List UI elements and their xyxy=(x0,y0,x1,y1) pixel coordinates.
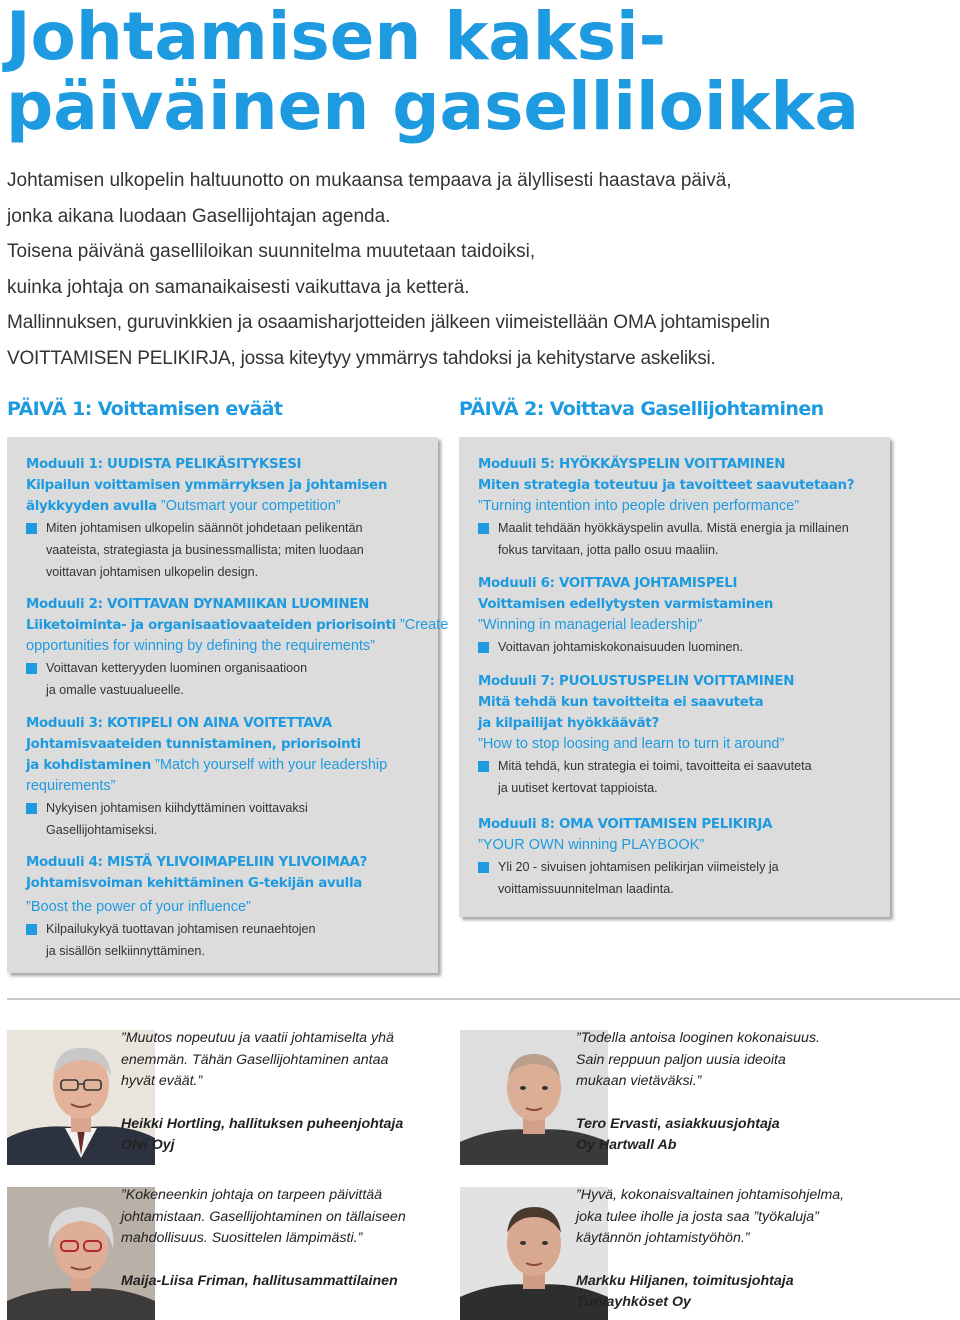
testimonial-quote-line: johtamistaan. Gasellijohtaminen on tällaiseen xyxy=(121,1208,406,1225)
testimonial-quote-line: mahdollisuus. Suosittelen lämpimästi.” xyxy=(121,1230,363,1246)
bullet-line: Kilpailukykyä tuottavan johtamisen reunaehtojen xyxy=(46,922,316,936)
day-1-panel xyxy=(7,437,449,973)
module-heading: Kilpailun voittamisen ymmärryksen ja johtamisen xyxy=(26,478,388,493)
bullet-line: Gasellijohtamiseksi. xyxy=(46,823,158,837)
module-1 xyxy=(26,454,436,583)
module-quote: ”Outsmart your competition” xyxy=(156,498,341,514)
module-heading: Voittamisen edellytysten varmistaminen xyxy=(478,597,774,612)
testimonial-3 xyxy=(121,1185,451,1292)
bullet-line: voittavan johtamisen ulkopelin design. xyxy=(46,565,259,579)
bullet-line: Maalit tehdään hyökkäyspelin avulla. Mistä energia ja millainen xyxy=(498,521,849,535)
module-heading: Moduuli 6: VOITTAVA JOHTAMISPELI xyxy=(478,576,738,591)
testimonial-quote-line: ”Muutos nopeutuu ja vaatii johtamiselta yhä xyxy=(121,1030,394,1046)
bullet-line: Yli 20 - sivuisen johtamisen pelikirjan viimeistely ja xyxy=(498,860,779,874)
module-heading: Moduuli 2: VOITTAVAN DYNAMIIKAN LUOMINEN xyxy=(26,597,370,612)
module-heading: Moduuli 4: MISTÄ YLIVOIMAPELIIN YLIVOIMAA? xyxy=(26,855,368,870)
testimonial-quote-line: käytännön johtamistyöhön.” xyxy=(576,1230,750,1246)
intro-line: Toisena päivänä gaselliloikan suunnitelma muutetaan taidoiksi, xyxy=(7,241,536,262)
page-title xyxy=(6,0,956,145)
module-heading: Mitä tehdä kun tavoitteita ei saavuteta xyxy=(478,695,764,710)
bullet-line: fokus tarvitaan, jotta pallo osuu maaliin. xyxy=(498,543,719,557)
testimonial-name: Maija-Liisa Friman, hallitusammattilainen xyxy=(121,1272,398,1289)
module-quote: ”Winning in managerial leadership” xyxy=(478,617,703,633)
bullet-item xyxy=(26,657,436,701)
testimonial-4 xyxy=(576,1185,906,1314)
intro-text xyxy=(7,163,947,376)
bullet-item xyxy=(478,856,888,900)
module-heading: Moduuli 5: HYÖKKÄYSPELIN VOITTAMINEN xyxy=(478,457,786,472)
day-2-heading: PÄIVÄ 2: Voittava Gasellijohtaminen xyxy=(459,398,824,420)
module-quote: ”Turning intention into people driven performance” xyxy=(478,498,800,514)
testimonial-quote-line: ”Hyvä, kokonaisvaltainen johtamisohjelma, xyxy=(576,1187,845,1203)
bullet-item xyxy=(26,918,436,962)
page-title-line-1: Johtamisen kaksi- xyxy=(6,0,666,75)
module-heading xyxy=(26,496,436,517)
testimonial-quote-line: ”Kokeneenkin johtaja on tarpeen päivittää xyxy=(121,1187,383,1203)
module-heading: Moduuli 3: KOTIPELI ON AINA VOITETTAVA xyxy=(26,716,332,731)
page-title-line-2: päiväinen gaselliloikka xyxy=(6,68,859,145)
module-heading-text: Liiketoiminta- ja organisaatiovaateiden priorisointi xyxy=(26,618,396,633)
section-divider xyxy=(7,998,960,1000)
module-heading: Moduuli 7: PUOLUSTUSPELIN VOITTAMINEN xyxy=(478,674,795,689)
bullet-item xyxy=(478,636,888,658)
bullet-line: ja sisällön selkiinnyttäminen. xyxy=(46,944,205,958)
module-heading xyxy=(26,615,449,636)
testimonial-quote-line: mukaan vietäväksi.” xyxy=(576,1073,702,1089)
testimonial-1 xyxy=(121,1028,451,1157)
module-7 xyxy=(478,671,888,799)
module-heading: Johtamisvoiman kehittäminen G-tekijän avulla xyxy=(26,876,362,891)
day-2-panel xyxy=(459,437,890,917)
intro-line: VOITTAMISEN PELIKIRJA, jossa kiteytyy ymmärrys tahdoksi ja kehitystarve askeliksi. xyxy=(7,347,716,369)
testimonial-name: Heikki Hortling, hallituksen puheenjohtaja xyxy=(121,1115,404,1132)
intro-line: jonka aikana luodaan Gasellijohtajan agenda. xyxy=(7,205,391,227)
bullet-line: Voittavan ketteryyden luominen organisaatioon xyxy=(46,661,308,675)
intro-line: Johtamisen ulkopelin haltuunotto on mukaansa tempaava ja älyllisesti haastava päivä, xyxy=(7,170,732,191)
testimonial-company: Turvayhköset Oy xyxy=(576,1294,691,1310)
testimonial-company: Oy Hartwall Ab xyxy=(576,1137,677,1153)
bullet-line: ja uutiset kertovat tappioista. xyxy=(498,781,658,795)
module-8 xyxy=(478,814,888,900)
module-heading: ja kilpailijat hyökkäävät? xyxy=(478,716,659,731)
module-quote: ”Match yourself with your leadership xyxy=(151,757,388,773)
testimonial-quote-line: Sain reppuun paljon uusia ideoita xyxy=(576,1051,786,1068)
module-quote: ”How to stop loosing and learn to turn it around” xyxy=(478,736,785,752)
module-heading: Moduuli 1: UUDISTA PELIKÄSITYKSESI xyxy=(26,457,302,472)
module-quote: ”YOUR OWN winning PLAYBOOK” xyxy=(478,837,705,853)
testimonial-quote-line: joka tulee iholle ja josta saa ”työkaluja” xyxy=(576,1208,819,1225)
intro-line: Mallinnuksen, guruvinkkien ja osaamisharjotteiden jälkeen viimeistellään OMA johtamispelin xyxy=(7,312,771,333)
module-3 xyxy=(26,713,436,841)
testimonial-2 xyxy=(576,1028,906,1157)
bullet-line: vaateista, strategiasta ja businessmallista; miten luodaan xyxy=(46,543,364,557)
intro-line: kuinka johtaja on samanaikaisesti vaikuttava ja ketterä. xyxy=(7,276,470,298)
module-heading: Moduuli 8: OMA VOITTAMISEN PELIKIRJA xyxy=(478,817,773,832)
module-heading xyxy=(26,755,436,776)
module-quote: opportunities for winning by defining the requirements” xyxy=(26,638,376,654)
bullet-line: voittamissuunnitelman laadinta. xyxy=(498,882,674,896)
module-heading: Miten strategia toteutuu ja tavoitteet saavutetaan? xyxy=(478,478,855,493)
bullet-line: Voittavan johtamiskokonaisuuden luominen. xyxy=(498,640,744,654)
testimonial-quote-line: ”Todella antoisa looginen kokonaisuus. xyxy=(576,1030,820,1046)
bullet-item xyxy=(478,755,888,799)
testimonial-quote-line: hyvät eväät.” xyxy=(121,1073,203,1089)
module-quote: ”Boost the power of your influence” xyxy=(26,899,251,915)
testimonial-name: Markku Hiljanen, toimitusjohtaja xyxy=(576,1272,794,1289)
bullet-item xyxy=(478,517,888,561)
day-1-heading: PÄIVÄ 1: Voittamisen eväät xyxy=(7,398,283,420)
module-quote: requirements” xyxy=(26,778,116,794)
bullet-line: Mitä tehdä, kun strategia ei toimi, tavoitteita ei saavuteta xyxy=(498,759,812,773)
bullet-line: ja omalle vastuualueelle. xyxy=(46,683,184,697)
module-quote: ”Create xyxy=(395,617,449,633)
module-6 xyxy=(478,573,888,658)
testimonial-name: Tero Ervasti, asiakkuusjohtaja xyxy=(576,1115,780,1132)
bullet-item xyxy=(26,517,436,583)
module-heading-text: ja kohdistaminen xyxy=(26,758,152,773)
module-5 xyxy=(478,454,888,561)
bullet-line: Miten johtamisen ulkopelin säännöt johdetaan pelikentän xyxy=(46,521,363,535)
module-heading: Johtamisvaateiden tunnistaminen, priorisointi xyxy=(26,737,361,752)
module-4 xyxy=(26,852,436,962)
bullet-item xyxy=(26,797,436,841)
module-heading-text: älykkyyden avulla xyxy=(26,499,157,514)
module-2 xyxy=(26,594,449,701)
bullet-line: Nykyisen johtamisen kiihdyttäminen voittavaksi xyxy=(46,801,308,815)
testimonial-quote-line: enemmän. Tähän Gasellijohtaminen antaa xyxy=(121,1051,389,1068)
testimonial-company: Olvi Oyj xyxy=(121,1137,175,1153)
